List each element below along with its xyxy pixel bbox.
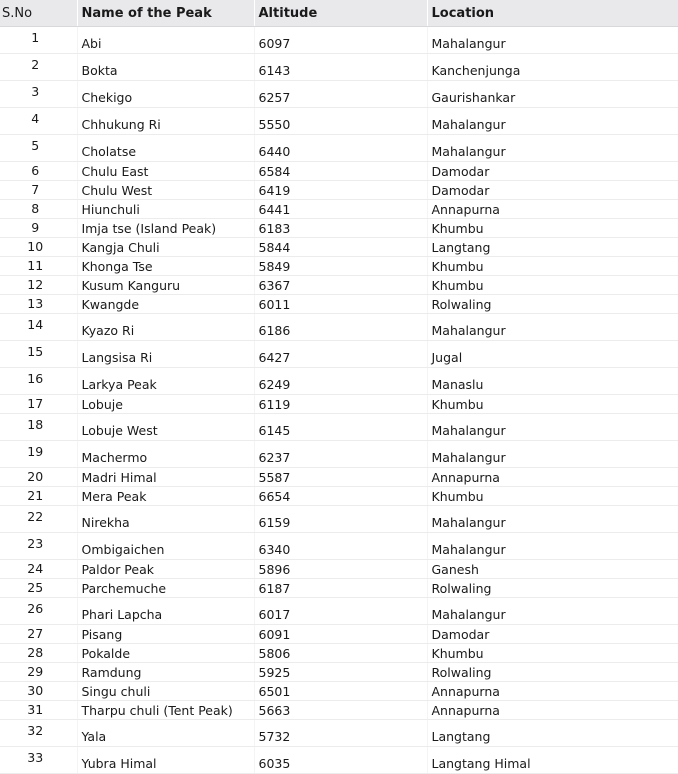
- header-row: [0, 0, 678, 27]
- cell-altitude: 5925: [254, 663, 427, 682]
- cell-location: Langtang Himal: [427, 747, 678, 774]
- cell-peak-name: Abi: [77, 27, 254, 54]
- cell-altitude: 6340: [254, 533, 427, 560]
- table-row: [0, 219, 678, 238]
- cell-location: Khumbu: [427, 276, 678, 295]
- cell-location: Mahalangur: [427, 441, 678, 468]
- cell-altitude: 6035: [254, 747, 427, 774]
- cell-location: Annapurna: [427, 682, 678, 701]
- cell-altitude: 6249: [254, 368, 427, 395]
- cell-altitude: 6440: [254, 135, 427, 162]
- cell-peak-name: Hiunchuli: [77, 200, 254, 219]
- cell-sno: 14: [0, 314, 77, 341]
- header-location: Location: [427, 0, 678, 27]
- cell-altitude: 5896: [254, 560, 427, 579]
- cell-location: Annapurna: [427, 468, 678, 487]
- cell-location: Jugal: [427, 341, 678, 368]
- cell-altitude: 5844: [254, 238, 427, 257]
- cell-sno: 5: [0, 135, 77, 162]
- cell-sno: 1: [0, 27, 77, 54]
- cell-peak-name: Ombigaichen: [77, 533, 254, 560]
- table-row: [0, 238, 678, 257]
- table-header: [0, 0, 678, 27]
- cell-sno: 10: [0, 238, 77, 257]
- cell-sno: 7: [0, 181, 77, 200]
- header-sno: S.No: [0, 0, 77, 27]
- cell-altitude: 6119: [254, 395, 427, 414]
- cell-location: Mahalangur: [427, 135, 678, 162]
- cell-peak-name: Mera Peak: [77, 487, 254, 506]
- cell-sno: 24: [0, 560, 77, 579]
- cell-altitude: 6183: [254, 219, 427, 238]
- cell-sno: 31: [0, 701, 77, 720]
- cell-location: Ganesh: [427, 560, 678, 579]
- cell-altitude: 6186: [254, 314, 427, 341]
- cell-peak-name: Cholatse: [77, 135, 254, 162]
- cell-altitude: 5587: [254, 468, 427, 487]
- cell-location: Khumbu: [427, 644, 678, 663]
- cell-peak-name: Langsisa Ri: [77, 341, 254, 368]
- cell-altitude: 6654: [254, 487, 427, 506]
- cell-altitude: 6419: [254, 181, 427, 200]
- cell-location: Damodar: [427, 625, 678, 644]
- cell-sno: 21: [0, 487, 77, 506]
- cell-peak-name: Chhukung Ri: [77, 108, 254, 135]
- cell-sno: 13: [0, 295, 77, 314]
- cell-peak-name: Bokta: [77, 54, 254, 81]
- cell-sno: 19: [0, 441, 77, 468]
- table-row: [0, 27, 678, 54]
- cell-location: Damodar: [427, 162, 678, 181]
- table-row: [0, 579, 678, 598]
- cell-altitude: 6187: [254, 579, 427, 598]
- cell-sno: 15: [0, 341, 77, 368]
- cell-location: Gaurishankar: [427, 81, 678, 108]
- table-row: [0, 533, 678, 560]
- cell-sno: 8: [0, 200, 77, 219]
- cell-sno: 18: [0, 414, 77, 441]
- cell-sno: 11: [0, 257, 77, 276]
- cell-location: Rolwaling: [427, 579, 678, 598]
- cell-altitude: 6143: [254, 54, 427, 81]
- cell-peak-name: Kyazo Ri: [77, 314, 254, 341]
- cell-peak-name: Kangja Chuli: [77, 238, 254, 257]
- cell-location: Rolwaling: [427, 295, 678, 314]
- cell-peak-name: Yubra Himal: [77, 747, 254, 774]
- cell-location: Mahalangur: [427, 27, 678, 54]
- cell-altitude: 6584: [254, 162, 427, 181]
- cell-sno: 12: [0, 276, 77, 295]
- cell-altitude: 6367: [254, 276, 427, 295]
- cell-altitude: 6237: [254, 441, 427, 468]
- header-peak-name: Name of the Peak: [77, 0, 254, 27]
- cell-sno: 32: [0, 720, 77, 747]
- cell-peak-name: Tharpu chuli (Tent Peak): [77, 701, 254, 720]
- cell-sno: 16: [0, 368, 77, 395]
- table-row: [0, 598, 678, 625]
- cell-peak-name: Chulu West: [77, 181, 254, 200]
- cell-sno: 27: [0, 625, 77, 644]
- cell-altitude: 5732: [254, 720, 427, 747]
- cell-location: Annapurna: [427, 200, 678, 219]
- table-row: [0, 108, 678, 135]
- table-row: [0, 54, 678, 81]
- cell-peak-name: Pokalde: [77, 644, 254, 663]
- cell-location: Khumbu: [427, 257, 678, 276]
- cell-peak-name: Yala: [77, 720, 254, 747]
- cell-altitude: 6091: [254, 625, 427, 644]
- cell-altitude: 6257: [254, 81, 427, 108]
- cell-peak-name: Chulu East: [77, 162, 254, 181]
- cell-altitude: 6441: [254, 200, 427, 219]
- cell-location: Manaslu: [427, 368, 678, 395]
- cell-altitude: 5550: [254, 108, 427, 135]
- table-row: [0, 487, 678, 506]
- cell-peak-name: Machermo: [77, 441, 254, 468]
- cell-peak-name: Phari Lapcha: [77, 598, 254, 625]
- table-row: [0, 625, 678, 644]
- cell-sno: 26: [0, 598, 77, 625]
- cell-sno: 17: [0, 395, 77, 414]
- cell-sno: 33: [0, 747, 77, 774]
- table-row: [0, 368, 678, 395]
- cell-peak-name: Paldor Peak: [77, 560, 254, 579]
- cell-location: Khumbu: [427, 219, 678, 238]
- table-row: [0, 135, 678, 162]
- cell-sno: 6: [0, 162, 77, 181]
- cell-location: Annapurna: [427, 701, 678, 720]
- cell-altitude: 6145: [254, 414, 427, 441]
- cell-location: Langtang: [427, 238, 678, 257]
- cell-location: Mahalangur: [427, 414, 678, 441]
- table-row: [0, 747, 678, 774]
- cell-location: Damodar: [427, 181, 678, 200]
- cell-peak-name: Parchemuche: [77, 579, 254, 598]
- table-row: [0, 314, 678, 341]
- cell-location: Khumbu: [427, 487, 678, 506]
- cell-altitude: 6159: [254, 506, 427, 533]
- table-row: [0, 395, 678, 414]
- cell-location: Mahalangur: [427, 598, 678, 625]
- cell-sno: 9: [0, 219, 77, 238]
- header-altitude: Altitude: [254, 0, 427, 27]
- table-row: [0, 560, 678, 579]
- cell-peak-name: Kusum Kanguru: [77, 276, 254, 295]
- cell-location: Langtang: [427, 720, 678, 747]
- table-row: [0, 682, 678, 701]
- table-row: [0, 720, 678, 747]
- table-row: [0, 276, 678, 295]
- cell-location: Mahalangur: [427, 506, 678, 533]
- cell-peak-name: Larkya Peak: [77, 368, 254, 395]
- cell-peak-name: Singu chuli: [77, 682, 254, 701]
- cell-sno: 28: [0, 644, 77, 663]
- cell-altitude: 6501: [254, 682, 427, 701]
- table-row: [0, 295, 678, 314]
- cell-altitude: 5663: [254, 701, 427, 720]
- cell-sno: 20: [0, 468, 77, 487]
- cell-sno: 30: [0, 682, 77, 701]
- table-row: [0, 644, 678, 663]
- cell-sno: 4: [0, 108, 77, 135]
- cell-peak-name: Madri Himal: [77, 468, 254, 487]
- cell-altitude: 6097: [254, 27, 427, 54]
- table-row: [0, 162, 678, 181]
- table-row: [0, 663, 678, 682]
- table-row: [0, 341, 678, 368]
- table-row: [0, 81, 678, 108]
- cell-sno: 25: [0, 579, 77, 598]
- cell-peak-name: Imja tse (Island Peak): [77, 219, 254, 238]
- table-row: [0, 200, 678, 219]
- cell-peak-name: Ramdung: [77, 663, 254, 682]
- table-row: [0, 506, 678, 533]
- cell-sno: 22: [0, 506, 77, 533]
- cell-sno: 2: [0, 54, 77, 81]
- table-row: [0, 257, 678, 276]
- table-row: [0, 181, 678, 200]
- cell-peak-name: Kwangde: [77, 295, 254, 314]
- cell-peak-name: Khonga Tse: [77, 257, 254, 276]
- cell-altitude: 5806: [254, 644, 427, 663]
- cell-altitude: 6017: [254, 598, 427, 625]
- table-row: [0, 701, 678, 720]
- cell-peak-name: Lobuje: [77, 395, 254, 414]
- table-body: [0, 27, 678, 774]
- cell-altitude: 5849: [254, 257, 427, 276]
- cell-peak-name: Nirekha: [77, 506, 254, 533]
- cell-location: Mahalangur: [427, 533, 678, 560]
- table-row: [0, 468, 678, 487]
- cell-sno: 23: [0, 533, 77, 560]
- cell-altitude: 6011: [254, 295, 427, 314]
- cell-peak-name: Chekigo: [77, 81, 254, 108]
- cell-location: Mahalangur: [427, 108, 678, 135]
- table-row: [0, 441, 678, 468]
- cell-location: Mahalangur: [427, 314, 678, 341]
- cell-sno: 3: [0, 81, 77, 108]
- cell-location: Kanchenjunga: [427, 54, 678, 81]
- cell-location: Rolwaling: [427, 663, 678, 682]
- cell-peak-name: Pisang: [77, 625, 254, 644]
- cell-peak-name: Lobuje West: [77, 414, 254, 441]
- cell-altitude: 6427: [254, 341, 427, 368]
- table-row: [0, 414, 678, 441]
- cell-sno: 29: [0, 663, 77, 682]
- cell-location: Khumbu: [427, 395, 678, 414]
